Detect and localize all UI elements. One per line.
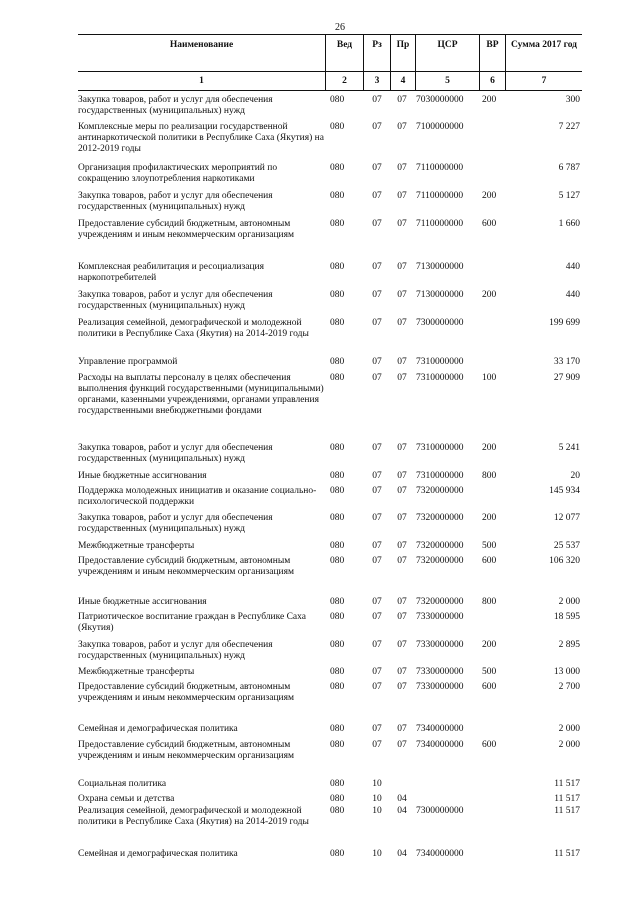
row-csr: 7310000000 — [416, 357, 464, 367]
row-pr: 07 — [397, 191, 407, 201]
row-vr: 200 — [482, 443, 497, 453]
row-rz: 10 — [372, 779, 382, 789]
row-pr: 04 — [397, 849, 407, 859]
header-csr-cell — [415, 35, 479, 90]
row-name: Предоставление субсидий бюджетным, автономным учреждениям и иным некоммерческим организациям — [78, 556, 295, 577]
column-number: 7 — [541, 76, 547, 86]
row-vr: 600 — [482, 219, 497, 229]
row-ved: 080 — [330, 513, 345, 523]
table-header — [78, 34, 582, 91]
row-csr: 7100000000 — [416, 122, 464, 132]
row-pr: 07 — [397, 262, 407, 272]
row-sum: 20 — [570, 471, 580, 481]
page-number: 26 — [335, 22, 345, 33]
row-rz: 07 — [372, 290, 382, 300]
row-ved: 080 — [330, 806, 345, 816]
row-rz: 10 — [372, 806, 382, 816]
row-rz: 07 — [372, 122, 382, 132]
row-vr: 500 — [482, 541, 497, 551]
row-csr: 7310000000 — [416, 373, 464, 383]
row-ved: 080 — [330, 612, 345, 622]
row-ved: 080 — [330, 640, 345, 650]
row-csr: 7320000000 — [416, 541, 464, 551]
row-sum: 2 000 — [558, 597, 580, 607]
row-name: Комплексные меры по реализации государственной антинаркотической политики в Республике Саха (Якутия) на 2012-2019 годы — [78, 122, 324, 154]
row-vr: 800 — [482, 597, 497, 607]
row-csr: 7310000000 — [416, 443, 464, 453]
row-ved: 080 — [330, 541, 345, 551]
row-name: Закупка товаров, работ и услуг для обеспечения государственных (муниципальных) нужд — [78, 95, 273, 116]
row-sum: 106 320 — [549, 556, 580, 566]
row-pr: 07 — [397, 219, 407, 229]
row-sum: 2 000 — [558, 724, 580, 734]
row-sum: 2 700 — [558, 682, 580, 692]
row-ved: 080 — [330, 779, 345, 789]
row-name: Иные бюджетные ассигнования — [78, 471, 207, 481]
column-number: 1 — [199, 76, 204, 86]
header-name-cell — [78, 35, 325, 90]
row-rz: 07 — [372, 219, 382, 229]
header-pr-cell — [390, 35, 415, 90]
row-rz: 07 — [372, 443, 382, 453]
row-sum: 11 517 — [554, 779, 580, 789]
row-ved: 080 — [330, 373, 345, 383]
row-csr: 7300000000 — [416, 806, 464, 816]
row-name: Социальная политика — [78, 779, 167, 789]
row-sum: 2 895 — [558, 640, 580, 650]
row-pr: 07 — [397, 597, 407, 607]
row-csr: 7320000000 — [416, 556, 464, 566]
row-rz: 07 — [372, 667, 382, 677]
row-name: Управление программой — [78, 357, 178, 367]
header-csr: ЦСР — [437, 40, 458, 50]
header-vr-cell — [479, 35, 505, 90]
row-rz: 07 — [372, 612, 382, 622]
row-name: Охрана семьи и детства — [78, 794, 175, 804]
row-csr: 7330000000 — [416, 612, 464, 622]
row-csr: 7330000000 — [416, 667, 464, 677]
row-rz: 07 — [372, 471, 382, 481]
row-pr: 07 — [397, 357, 407, 367]
header-name: Наименование — [169, 40, 234, 50]
row-sum: 145 934 — [549, 486, 580, 496]
row-csr: 7340000000 — [416, 740, 464, 750]
row-pr: 07 — [397, 122, 407, 132]
row-pr: 07 — [397, 486, 407, 496]
row-ved: 080 — [330, 318, 345, 328]
row-rz: 07 — [372, 486, 382, 496]
row-ved: 080 — [330, 122, 345, 132]
row-name: Закупка товаров, работ и услуг для обеспечения государственных (муниципальных) нужд — [78, 443, 273, 464]
row-sum: 2 000 — [558, 740, 580, 750]
row-rz: 07 — [372, 556, 382, 566]
row-ved: 080 — [330, 191, 345, 201]
row-vr: 600 — [482, 740, 497, 750]
row-sum: 6 787 — [558, 163, 580, 173]
row-sum: 199 699 — [549, 318, 580, 328]
row-pr: 07 — [397, 740, 407, 750]
row-ved: 080 — [330, 471, 345, 481]
row-rz: 07 — [372, 682, 382, 692]
column-number: 5 — [445, 76, 450, 86]
header-ved: Вед — [336, 40, 353, 50]
row-name: Семейная и демографическая политика — [78, 849, 238, 859]
column-number: 3 — [374, 76, 380, 86]
row-sum: 11 517 — [554, 794, 580, 804]
row-ved: 080 — [330, 556, 345, 566]
row-csr: 7130000000 — [416, 290, 464, 300]
row-name: Межбюджетные трансферты — [78, 667, 195, 677]
row-csr: 7110000000 — [416, 163, 464, 173]
header-rz: Рз — [372, 40, 382, 50]
row-sum: 440 — [565, 262, 580, 272]
row-ved: 080 — [330, 667, 345, 677]
header-sum-cell — [505, 35, 582, 90]
row-csr: 7310000000 — [416, 471, 464, 481]
row-rz: 10 — [372, 849, 382, 859]
row-name: Предоставление субсидий бюджетным, автономным учреждениям и иным некоммерческим организациям — [78, 740, 295, 761]
row-vr: 600 — [482, 556, 497, 566]
row-ved: 080 — [330, 95, 345, 105]
row-csr: 7110000000 — [416, 219, 464, 229]
row-sum: 33 170 — [553, 357, 580, 367]
row-sum: 5 241 — [558, 443, 580, 453]
row-name: Межбюджетные трансферты — [78, 541, 195, 551]
row-csr: 7330000000 — [416, 640, 464, 650]
row-sum: 7 227 — [558, 122, 580, 132]
row-name: Поддержка молодежных инициатив и оказание социально-психологической поддержки — [78, 486, 317, 507]
row-ved: 080 — [330, 682, 345, 692]
row-sum: 5 127 — [558, 191, 580, 201]
row-sum: 25 537 — [553, 541, 580, 551]
row-pr: 07 — [397, 724, 407, 734]
row-rz: 10 — [372, 794, 382, 804]
row-sum: 300 — [565, 95, 580, 105]
column-number: 2 — [342, 76, 347, 86]
row-csr: 7320000000 — [416, 486, 464, 496]
row-pr: 04 — [397, 794, 407, 804]
row-vr: 600 — [482, 682, 497, 692]
row-name: Семейная и демографическая политика — [78, 724, 238, 734]
row-rz: 07 — [372, 163, 382, 173]
row-ved: 080 — [330, 849, 345, 859]
row-rz: 07 — [372, 318, 382, 328]
row-name: Реализация семейной, демографической и молодежной политики в Республике Саха (Якутия) на 2014-2019 годы — [78, 318, 309, 339]
header-rz-cell — [363, 35, 390, 90]
row-rz: 07 — [372, 640, 382, 650]
row-pr: 07 — [397, 640, 407, 650]
row-ved: 080 — [330, 724, 345, 734]
row-pr: 07 — [397, 667, 407, 677]
row-csr: 7340000000 — [416, 724, 464, 734]
row-sum: 27 909 — [553, 373, 580, 383]
row-pr: 07 — [397, 556, 407, 566]
row-rz: 07 — [372, 740, 382, 750]
row-rz: 07 — [372, 513, 382, 523]
row-name: Закупка товаров, работ и услуг для обеспечения государственных (муниципальных) нужд — [78, 290, 273, 311]
row-rz: 07 — [372, 541, 382, 551]
row-pr: 07 — [397, 95, 407, 105]
row-sum: 13 000 — [553, 667, 580, 677]
row-rz: 07 — [372, 724, 382, 734]
row-pr: 07 — [397, 612, 407, 622]
header-sum: Сумма 2017 год — [511, 40, 577, 50]
row-sum: 1 660 — [558, 219, 580, 229]
row-ved: 080 — [330, 219, 345, 229]
row-pr: 07 — [397, 290, 407, 300]
header-ved-cell — [325, 35, 363, 90]
row-name: Расходы на выплаты персоналу в целях обеспечения выполнения функций государственными (муниципальными) органами, казенными учреждениями, органами управления государственными внебюджетными фондами — [78, 373, 324, 416]
row-name: Закупка товаров, работ и услуг для обеспечения государственных (муниципальных) нужд — [78, 191, 273, 212]
row-csr: 7130000000 — [416, 262, 464, 272]
row-name: Закупка товаров, работ и услуг для обеспечения государственных (муниципальных) нужд — [78, 640, 273, 661]
row-name: Закупка товаров, работ и услуг для обеспечения государственных (муниципальных) нужд — [78, 513, 273, 534]
row-name: Патриотическое воспитание граждан в Республике Саха (Якутия) — [78, 612, 306, 633]
row-rz: 07 — [372, 373, 382, 383]
row-sum: 12 077 — [553, 513, 580, 523]
row-csr: 7340000000 — [416, 849, 464, 859]
row-pr: 07 — [397, 471, 407, 481]
row-name: Предоставление субсидий бюджетным, автономным учреждениям и иным некоммерческим организациям — [78, 682, 295, 703]
row-vr: 800 — [482, 471, 497, 481]
row-pr: 07 — [397, 443, 407, 453]
header-pr: Пр — [396, 40, 410, 50]
row-csr: 7300000000 — [416, 318, 464, 328]
row-sum: 440 — [565, 290, 580, 300]
row-name: Иные бюджетные ассигнования — [78, 597, 207, 607]
row-ved: 080 — [330, 262, 345, 272]
row-ved: 080 — [330, 740, 345, 750]
row-vr: 200 — [482, 513, 497, 523]
row-vr: 100 — [482, 373, 497, 383]
row-ved: 080 — [330, 486, 345, 496]
row-ved: 080 — [330, 597, 345, 607]
row-rz: 07 — [372, 191, 382, 201]
row-name: Реализация семейной, демографической и молодежной политики в Республике Саха (Якутия) на 2014-2019 годы — [78, 806, 309, 827]
row-sum: 11 517 — [554, 849, 580, 859]
row-csr: 7030000000 — [416, 95, 464, 105]
row-rz: 07 — [372, 357, 382, 367]
column-number: 4 — [400, 76, 406, 86]
row-ved: 080 — [330, 290, 345, 300]
row-ved: 080 — [330, 357, 345, 367]
row-sum: 18 595 — [553, 612, 580, 622]
row-ved: 080 — [330, 163, 345, 173]
row-pr: 07 — [397, 682, 407, 692]
row-name: Организация профилактических мероприятий по сокращению злоупотребления наркотиками — [78, 163, 278, 184]
row-rz: 07 — [372, 95, 382, 105]
row-ved: 080 — [330, 443, 345, 453]
header-vr: ВР — [486, 40, 499, 50]
row-name: Предоставление субсидий бюджетным, автономным учреждениям и иным некоммерческим организациям — [78, 219, 295, 240]
row-pr: 07 — [397, 513, 407, 523]
row-csr: 7320000000 — [416, 597, 464, 607]
row-sum: 11 517 — [554, 806, 580, 816]
row-rz: 07 — [372, 597, 382, 607]
row-ved: 080 — [330, 794, 345, 804]
row-name: Комплексная реабилитация и ресоциализация наркопотребителей — [78, 262, 264, 283]
row-vr: 200 — [482, 290, 497, 300]
row-vr: 200 — [482, 95, 497, 105]
row-csr: 7330000000 — [416, 682, 464, 692]
row-csr: 7110000000 — [416, 191, 464, 201]
row-vr: 500 — [482, 667, 497, 677]
row-pr: 07 — [397, 541, 407, 551]
row-vr: 200 — [482, 640, 497, 650]
row-pr: 07 — [397, 318, 407, 328]
row-pr: 07 — [397, 373, 407, 383]
row-pr: 07 — [397, 163, 407, 173]
row-pr: 04 — [397, 806, 407, 816]
row-csr: 7320000000 — [416, 513, 464, 523]
row-rz: 07 — [372, 262, 382, 272]
column-number: 6 — [490, 76, 495, 86]
row-vr: 200 — [482, 191, 497, 201]
